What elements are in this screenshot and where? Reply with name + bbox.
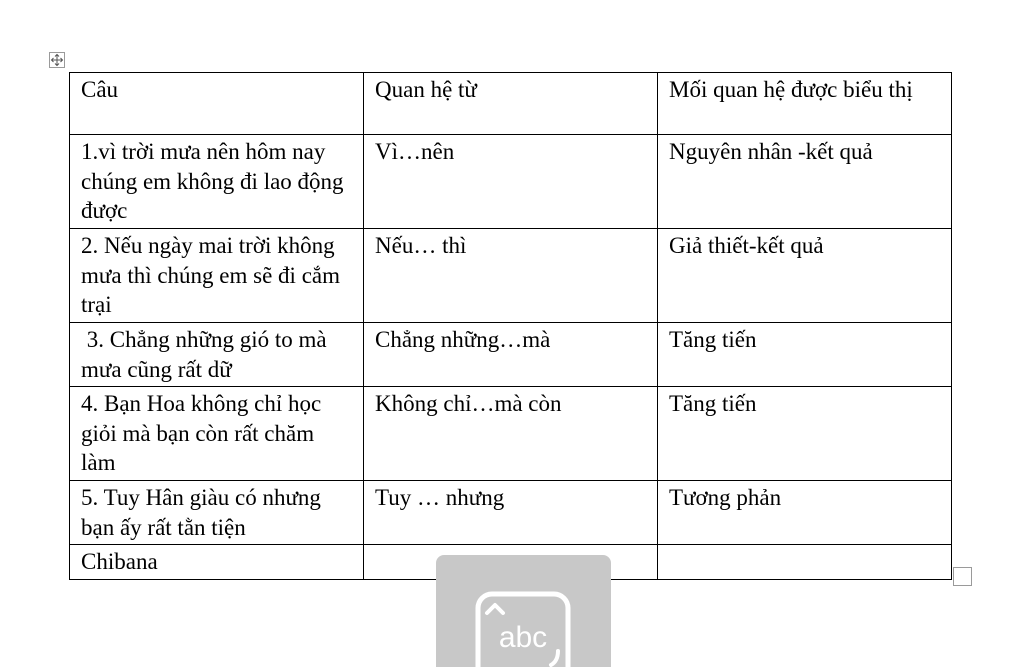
table-cell[interactable]: 1.vì trời mưa nên hôm nay chúng em không đi lao động được <box>70 135 364 229</box>
table-cell[interactable]: 5. Tuy Hân giàu có nhưng bạn ấy rất tằn tiện <box>70 481 364 545</box>
table-cell[interactable]: Giả thiết-kết quả <box>658 229 952 323</box>
table-row <box>70 323 952 387</box>
table-resize-handle[interactable] <box>953 567 972 586</box>
header-cell-relation-word[interactable]: Quan hệ từ <box>364 73 658 135</box>
table-cell[interactable]: Tuy … nhưng <box>364 481 658 545</box>
table-header-row <box>70 73 952 135</box>
table-cell[interactable]: Không chỉ…mà còn <box>364 387 658 481</box>
header-cell-sentence[interactable]: Câu <box>70 73 364 135</box>
table-cell[interactable]: 2. Nếu ngày mai trời không mưa thì chúng em sẽ đi cắm trại <box>70 229 364 323</box>
table-row <box>70 481 952 545</box>
table-cell[interactable]: Tương phản <box>658 481 952 545</box>
table-move-handle[interactable] <box>49 52 65 68</box>
abc-keyboard-icon <box>475 591 571 667</box>
header-cell-relation-meaning[interactable]: Mối quan hệ được biểu thị <box>658 73 952 135</box>
abc-label: abc <box>498 621 548 654</box>
table-cell[interactable]: Chibana <box>70 545 364 580</box>
table-row <box>70 135 952 229</box>
table-cell[interactable]: Chẳng những…mà <box>364 323 658 387</box>
table-cell[interactable]: Nguyên nhân -kết quả <box>658 135 952 229</box>
relation-words-table <box>69 72 952 580</box>
table-row <box>70 229 952 323</box>
table-cell[interactable]: Nếu… thì <box>364 229 658 323</box>
keyboard-overlay-badge[interactable] <box>436 555 611 667</box>
table-cell[interactable]: Tăng tiến <box>658 323 952 387</box>
table-cell[interactable]: Tăng tiến <box>658 387 952 481</box>
table-cell[interactable]: Vì…nên <box>364 135 658 229</box>
table-cell[interactable] <box>658 545 952 580</box>
table-cell[interactable]: 3. Chẳng những gió to mà mưa cũng rất dữ <box>70 323 364 387</box>
move-icon <box>50 53 64 67</box>
table-row <box>70 387 952 481</box>
table-cell[interactable]: 4. Bạn Hoa không chỉ học giỏi mà bạn còn rất chăm làm <box>70 387 364 481</box>
